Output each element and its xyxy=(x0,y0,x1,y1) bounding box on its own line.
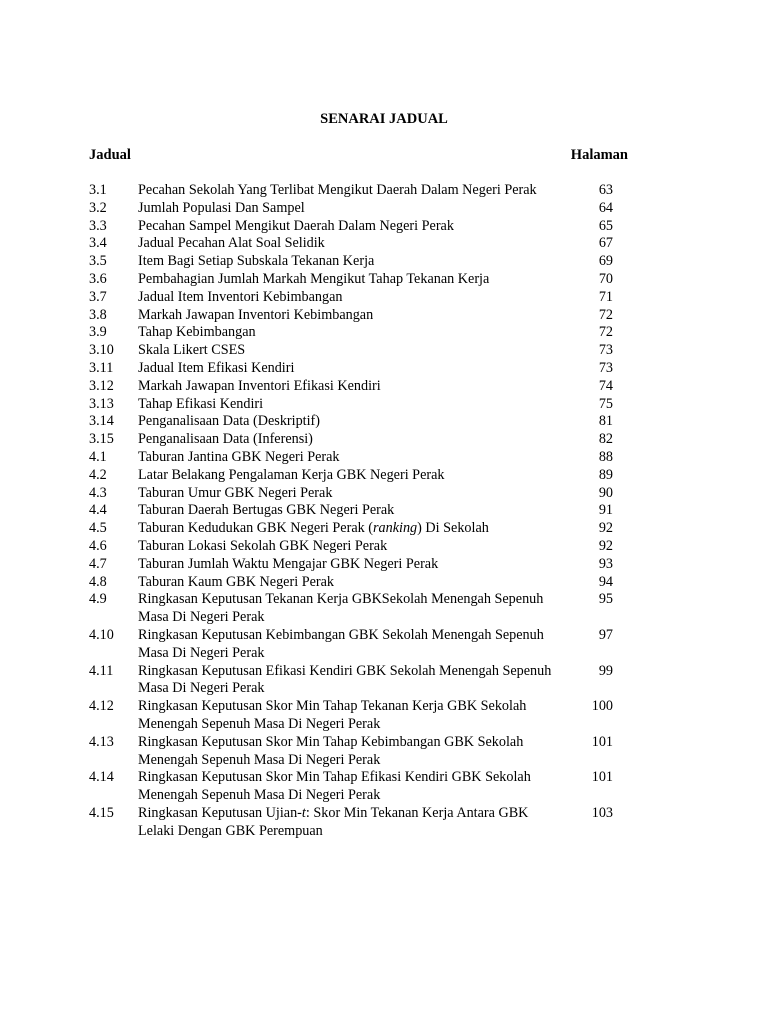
table-number: 4.13 xyxy=(89,733,114,750)
page-number: 70 xyxy=(598,270,613,287)
page-number: 73 xyxy=(598,342,613,359)
list-item xyxy=(89,360,629,378)
list-item xyxy=(89,467,629,485)
page-number: 94 xyxy=(598,573,613,590)
table-title: Latar Belakang Pengalaman Kerja GBK Negeri Perak xyxy=(138,466,445,483)
list-item xyxy=(89,574,629,592)
list-item xyxy=(89,271,629,289)
list-item xyxy=(89,235,629,253)
list-item xyxy=(89,253,629,271)
table-title: Taburan Jantina GBK Negeri Perak xyxy=(138,448,340,465)
table-title: Jadual Item Inventori Kebimbangan xyxy=(138,288,343,305)
table-number: 3.1 xyxy=(89,182,107,198)
list-item xyxy=(89,324,629,342)
page-number: 91 xyxy=(598,502,613,519)
page-title: SENARAI JADUAL xyxy=(320,111,448,127)
page-number: 89 xyxy=(598,466,613,483)
table-title: Jadual Item Efikasi Kendiri xyxy=(138,359,295,376)
table-title: Ringkasan Keputusan Skor Min Tahap Tekanan Kerja GBK Sekolah Menengah Sepenuh Masa Di Negeri Perak xyxy=(138,698,527,732)
list-item xyxy=(89,734,629,770)
table-title: Skala Likert CSES xyxy=(138,342,246,359)
table-number: 4.6 xyxy=(89,537,107,554)
page-number: 72 xyxy=(598,324,613,341)
table-number: 3.7 xyxy=(89,288,107,305)
list-item xyxy=(89,663,629,699)
table-title-italic: ranking xyxy=(373,520,418,537)
table-number: 3.6 xyxy=(89,270,107,287)
list-item xyxy=(89,396,629,414)
list-item xyxy=(89,556,629,574)
page-number: 65 xyxy=(598,217,613,234)
page-number: 93 xyxy=(598,555,613,572)
page-number: 82 xyxy=(598,431,613,448)
table-title: Ringkasan Keputusan Skor Min Tahap Efikasi Kendiri GBK Sekolah Menengah Sepenuh Masa Di Negeri Perak xyxy=(138,769,531,804)
table-title: Jumlah Populasi Dan Sampel xyxy=(138,199,305,216)
page-number: 88 xyxy=(598,448,613,465)
table-number: 3.10 xyxy=(89,342,114,359)
list-item xyxy=(89,538,629,556)
table-number: 3.14 xyxy=(89,413,114,430)
page-number: 67 xyxy=(598,235,613,252)
table-number: 4.14 xyxy=(89,769,114,786)
table-number: 3.4 xyxy=(89,235,107,252)
table-title: Ringkasan Keputusan Skor Min Tahap Kebimbangan GBK Sekolah Menengah Sepenuh Masa Di Negeri Perak xyxy=(138,733,524,768)
table-title xyxy=(138,520,568,538)
table-number: 4.1 xyxy=(89,448,107,465)
table-title: Taburan Umur GBK Negeri Perak xyxy=(138,484,333,501)
page-number: 73 xyxy=(598,359,613,376)
page-number: 71 xyxy=(598,288,613,305)
list-item xyxy=(89,342,629,360)
table-title: Pecahan Sekolah Yang Terlibat Mengikut Daerah Dalam Negeri Perak xyxy=(138,182,537,198)
table-title: Ringkasan Keputusan Efikasi Kendiri GBK Sekolah Menengah Sepenuh Masa Di Negeri Perak xyxy=(138,662,552,697)
list-item xyxy=(89,520,629,538)
table-number: 4.2 xyxy=(89,466,107,483)
table-number: 4.11 xyxy=(89,662,114,679)
table-number: 4.5 xyxy=(89,520,107,537)
page-number: 63 xyxy=(598,182,613,198)
page-number: 74 xyxy=(598,377,613,394)
table-title-part: Ringkasan Keputusan Ujian- xyxy=(138,804,302,821)
page-number: 100 xyxy=(591,698,613,715)
table-number: 3.8 xyxy=(89,306,107,323)
table-title-italic: t xyxy=(301,804,306,821)
list-item xyxy=(89,627,629,663)
list-item xyxy=(89,413,629,431)
table-title-part: Taburan Kedudukan GBK Negeri Perak ( xyxy=(138,520,373,537)
page-number: 81 xyxy=(598,413,613,430)
list-item xyxy=(89,378,629,396)
list-item xyxy=(89,698,629,734)
list-item xyxy=(89,431,629,449)
list-item xyxy=(89,485,629,503)
table-number: 4.12 xyxy=(89,698,114,715)
table-title: Taburan Lokasi Sekolah GBK Negeri Perak xyxy=(138,537,388,554)
column-header-jadual: Jadual xyxy=(89,147,131,163)
page-number: 95 xyxy=(598,591,613,608)
page-number: 92 xyxy=(598,520,613,537)
table-title: Penganalisaan Data (Inferensi) xyxy=(138,431,313,448)
table-number: 3.13 xyxy=(89,395,114,412)
table-title: Markah Jawapan Inventori Efikasi Kendiri xyxy=(138,377,381,394)
table-title: Tahap Kebimbangan xyxy=(138,324,256,341)
table-title-part: : Skor Min Tekanan Kerja Antara GBK Lelaki Dengan GBK Perempuan xyxy=(138,804,529,839)
table-title: Item Bagi Setiap Subskala Tekanan Kerja xyxy=(138,253,375,270)
column-header-halaman: Halaman xyxy=(570,147,628,163)
page-number: 69 xyxy=(598,253,613,270)
table-title: Penganalisaan Data (Deskriptif) xyxy=(138,413,321,430)
page-number: 64 xyxy=(598,199,613,216)
table-title: Pembahagian Jumlah Markah Mengikut Tahap Tekanan Kerja xyxy=(138,270,490,287)
list-item xyxy=(89,805,629,841)
table-title: Tahap Efikasi Kendiri xyxy=(138,395,264,412)
page-number: 75 xyxy=(598,395,613,412)
table-number: 3.2 xyxy=(89,199,107,216)
list-item xyxy=(89,218,629,236)
table-title: Pecahan Sampel Mengikut Daerah Dalam Negeri Perak xyxy=(138,217,454,234)
list-item xyxy=(89,200,629,218)
table-of-tables-list xyxy=(89,182,629,840)
list-item xyxy=(89,449,629,467)
list-item xyxy=(89,182,629,200)
page-number: 90 xyxy=(598,484,613,501)
table-number: 4.4 xyxy=(89,502,107,519)
table-number: 3.11 xyxy=(89,359,114,376)
table-number: 3.15 xyxy=(89,431,114,448)
table-title: Taburan Daerah Bertugas GBK Negeri Perak xyxy=(138,502,395,519)
table-number: 4.15 xyxy=(89,804,114,821)
list-item xyxy=(89,769,629,805)
list-item xyxy=(89,307,629,325)
list-item xyxy=(89,591,629,627)
table-number: 4.9 xyxy=(89,591,107,608)
table-title xyxy=(138,805,568,841)
table-title: Taburan Jumlah Waktu Mengajar GBK Negeri Perak xyxy=(138,555,439,572)
page-number: 92 xyxy=(598,537,613,554)
table-title: Markah Jawapan Inventori Kebimbangan xyxy=(138,306,374,323)
page-number: 101 xyxy=(591,769,613,786)
table-number: 4.3 xyxy=(89,484,107,501)
table-title: Taburan Kaum GBK Negeri Perak xyxy=(138,573,334,590)
list-item xyxy=(89,502,629,520)
page-number: 99 xyxy=(598,662,613,679)
page-number: 103 xyxy=(591,804,613,821)
table-title: Ringkasan Keputusan Tekanan Kerja GBKSekolah Menengah Sepenuh Masa Di Negeri Perak xyxy=(138,591,544,626)
table-title: Ringkasan Keputusan Kebimbangan GBK Sekolah Menengah Sepenuh Masa Di Negeri Perak xyxy=(138,626,544,661)
page-number: 72 xyxy=(598,306,613,323)
table-number: 4.8 xyxy=(89,573,107,590)
page-number: 101 xyxy=(591,733,613,750)
table-number: 3.12 xyxy=(89,377,114,394)
table-number: 4.7 xyxy=(89,555,107,572)
table-number: 3.5 xyxy=(89,253,107,270)
list-item xyxy=(89,289,629,307)
table-number: 3.9 xyxy=(89,324,107,341)
page-number: 97 xyxy=(598,626,613,643)
table-title: Jadual Pecahan Alat Soal Selidik xyxy=(138,235,325,252)
table-number: 4.10 xyxy=(89,626,114,643)
table-title-part: ) Di Sekolah xyxy=(417,520,489,537)
table-number: 3.3 xyxy=(89,217,107,234)
